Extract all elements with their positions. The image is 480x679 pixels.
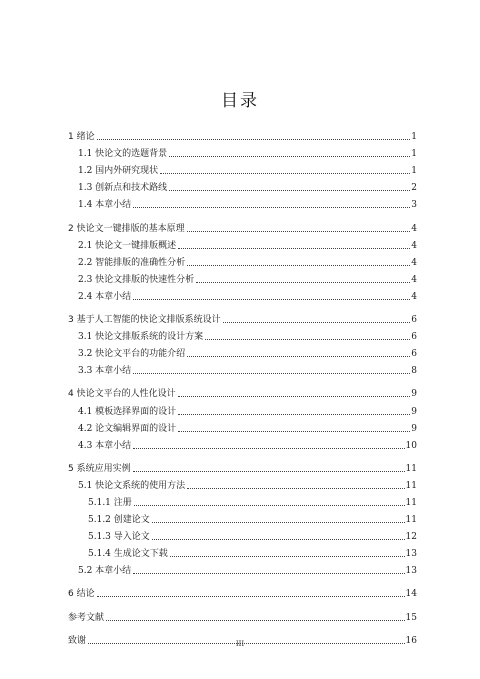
toc-entry-label: 2.4 本章小结 <box>78 291 132 302</box>
toc-entry-page: 11 <box>405 463 417 474</box>
toc-entry[interactable] <box>68 560 417 577</box>
toc-entry-label: 5.1.2 创建论文 <box>88 515 150 526</box>
toc-entry[interactable] <box>68 177 417 194</box>
toc-entry-page: 2 <box>411 183 417 194</box>
toc-leader-dots <box>169 190 410 191</box>
toc-entry[interactable] <box>68 343 417 360</box>
toc-leader-dots <box>170 556 405 557</box>
toc-leader-dots <box>133 207 410 208</box>
toc-entry[interactable] <box>68 309 417 326</box>
toc-entry-page: 16 <box>405 635 417 646</box>
toc-leader-dots <box>223 322 411 323</box>
toc-entry-page: 13 <box>405 549 417 560</box>
toc-entry-label: 3 基于人工智能的快论文排版系统设计 <box>68 315 221 326</box>
toc-entry-label: 4 快论文平台的人性化设计 <box>68 389 176 400</box>
toc-leader-dots <box>169 156 410 157</box>
toc-entry-page: 6 <box>411 349 417 360</box>
toc-entry[interactable] <box>68 252 417 269</box>
toc-leader-dots <box>133 299 410 300</box>
toc-entry[interactable] <box>68 126 417 143</box>
toc-leader-dots <box>97 139 411 140</box>
toc-entry[interactable] <box>68 400 417 417</box>
toc-entry[interactable] <box>68 492 417 509</box>
toc-entry-label: 1.2 国内外研究现状 <box>78 166 159 177</box>
toc-entry-label: 致谢 <box>68 635 87 646</box>
toc-leader-dots <box>152 539 405 540</box>
toc-entry[interactable] <box>68 326 417 343</box>
toc-entry[interactable] <box>68 526 417 543</box>
toc-entry-label: 5 系统应用实例 <box>68 463 131 474</box>
toc-entry-page: 11 <box>405 480 417 491</box>
toc-entry-label: 5.1.3 导入论文 <box>88 532 150 543</box>
toc-entry[interactable] <box>68 475 417 492</box>
toc-entry[interactable] <box>68 194 417 211</box>
toc-entry-label: 5.1.1 注册 <box>88 497 132 508</box>
toc-entry-label: 3.1 快论文排版系统的设计方案 <box>78 332 204 343</box>
toc-entry-label: 1.3 创新点和技术路线 <box>78 183 168 194</box>
toc-leader-dots <box>97 596 405 597</box>
toc-leader-dots <box>133 373 410 374</box>
toc-leader-dots <box>187 488 404 489</box>
toc-entry-label: 2.1 快论文一键排版概述 <box>78 240 177 251</box>
toc-entry[interactable] <box>68 606 417 623</box>
toc-entry-page: 9 <box>411 406 417 417</box>
toc-entry-page: 1 <box>411 132 417 143</box>
toc-leader-dots <box>133 471 405 472</box>
toc-entry-page: 8 <box>411 366 417 377</box>
toc-leader-dots <box>178 396 411 397</box>
toc-entry-label: 4.1 模板选择界面的设计 <box>78 406 177 417</box>
toc-entry-page: 15 <box>405 612 417 623</box>
toc-entry-label: 3.2 快论文平台的功能介绍 <box>78 349 186 360</box>
toc-entry[interactable] <box>68 286 417 303</box>
toc-entry-page: 12 <box>405 532 417 543</box>
toc-entry[interactable] <box>68 360 417 377</box>
toc-leader-dots <box>187 231 411 232</box>
toc-entry-page: 11 <box>405 497 417 508</box>
toc-entry-page: 3 <box>411 200 417 211</box>
toc-entry[interactable] <box>68 418 417 435</box>
toc-entry[interactable] <box>68 235 417 252</box>
toc-leader-dots <box>178 248 410 249</box>
toc-leader-dots <box>196 282 410 283</box>
toc-entry[interactable] <box>68 435 417 452</box>
toc-entry-label: 4.3 本章小结 <box>78 440 132 451</box>
toc-entry-label: 参考文献 <box>68 612 105 623</box>
toc-entry[interactable] <box>68 383 417 400</box>
toc-entry-page: 6 <box>411 332 417 343</box>
toc-entry-label: 2 快论文一键排版的基本原理 <box>68 223 185 234</box>
toc-leader-dots <box>205 339 410 340</box>
toc-entry-label: 3.3 本章小结 <box>78 366 132 377</box>
toc-entry-label: 2.2 智能排版的准确性分析 <box>78 257 186 268</box>
toc-entry-page: 14 <box>405 589 417 600</box>
toc-entry-page: 9 <box>411 389 417 400</box>
table-of-contents <box>68 126 417 647</box>
toc-leader-dots <box>133 573 404 574</box>
toc-entry-label: 5.2 本章小结 <box>78 566 132 577</box>
page-number: III <box>235 640 245 648</box>
toc-leader-dots <box>106 620 405 621</box>
toc-leader-dots <box>160 173 410 174</box>
toc-leader-dots <box>178 431 410 432</box>
toc-entry-label: 1.1 快论文的选题背景 <box>78 149 168 160</box>
toc-entry-label: 5.1.4 生成论文下载 <box>88 549 168 560</box>
toc-entry-label: 2.3 快论文排版的快速性分析 <box>78 274 195 285</box>
toc-leader-dots <box>178 414 410 415</box>
toc-leader-dots <box>134 505 405 506</box>
toc-entry-page: 10 <box>405 440 417 451</box>
toc-leader-dots <box>187 265 410 266</box>
toc-entry-page: 1 <box>411 149 417 160</box>
toc-leader-dots <box>133 448 404 449</box>
toc-entry-page: 4 <box>411 291 417 302</box>
toc-leader-dots <box>187 356 410 357</box>
toc-entry-page: 11 <box>405 515 417 526</box>
toc-entry-page: 9 <box>411 423 417 434</box>
toc-entry[interactable] <box>68 160 417 177</box>
toc-entry-label: 6 结论 <box>68 589 95 600</box>
toc-title: 目录 <box>221 91 259 111</box>
toc-entry-label: 1.4 本章小结 <box>78 200 132 211</box>
toc-entry-page: 4 <box>411 240 417 251</box>
toc-entry-page: 13 <box>405 566 417 577</box>
toc-entry-page: 4 <box>411 274 417 285</box>
toc-entry[interactable] <box>68 543 417 560</box>
toc-entry[interactable] <box>68 583 417 600</box>
toc-entry-label: 1 绪论 <box>68 132 95 143</box>
toc-entry-label: 4.2 论文编辑界面的设计 <box>78 423 177 434</box>
toc-entry-page: 1 <box>411 166 417 177</box>
toc-entry-page: 6 <box>411 315 417 326</box>
toc-entry[interactable] <box>68 509 417 526</box>
toc-leader-dots <box>152 522 405 523</box>
toc-entry-label: 5.1 快论文系统的使用方法 <box>78 480 186 491</box>
toc-entry[interactable] <box>68 458 417 475</box>
toc-entry-page: 4 <box>411 223 417 234</box>
toc-entry[interactable] <box>68 269 417 286</box>
toc-entry-page: 4 <box>411 257 417 268</box>
toc-entry[interactable] <box>68 143 417 160</box>
toc-entry[interactable] <box>68 217 417 234</box>
